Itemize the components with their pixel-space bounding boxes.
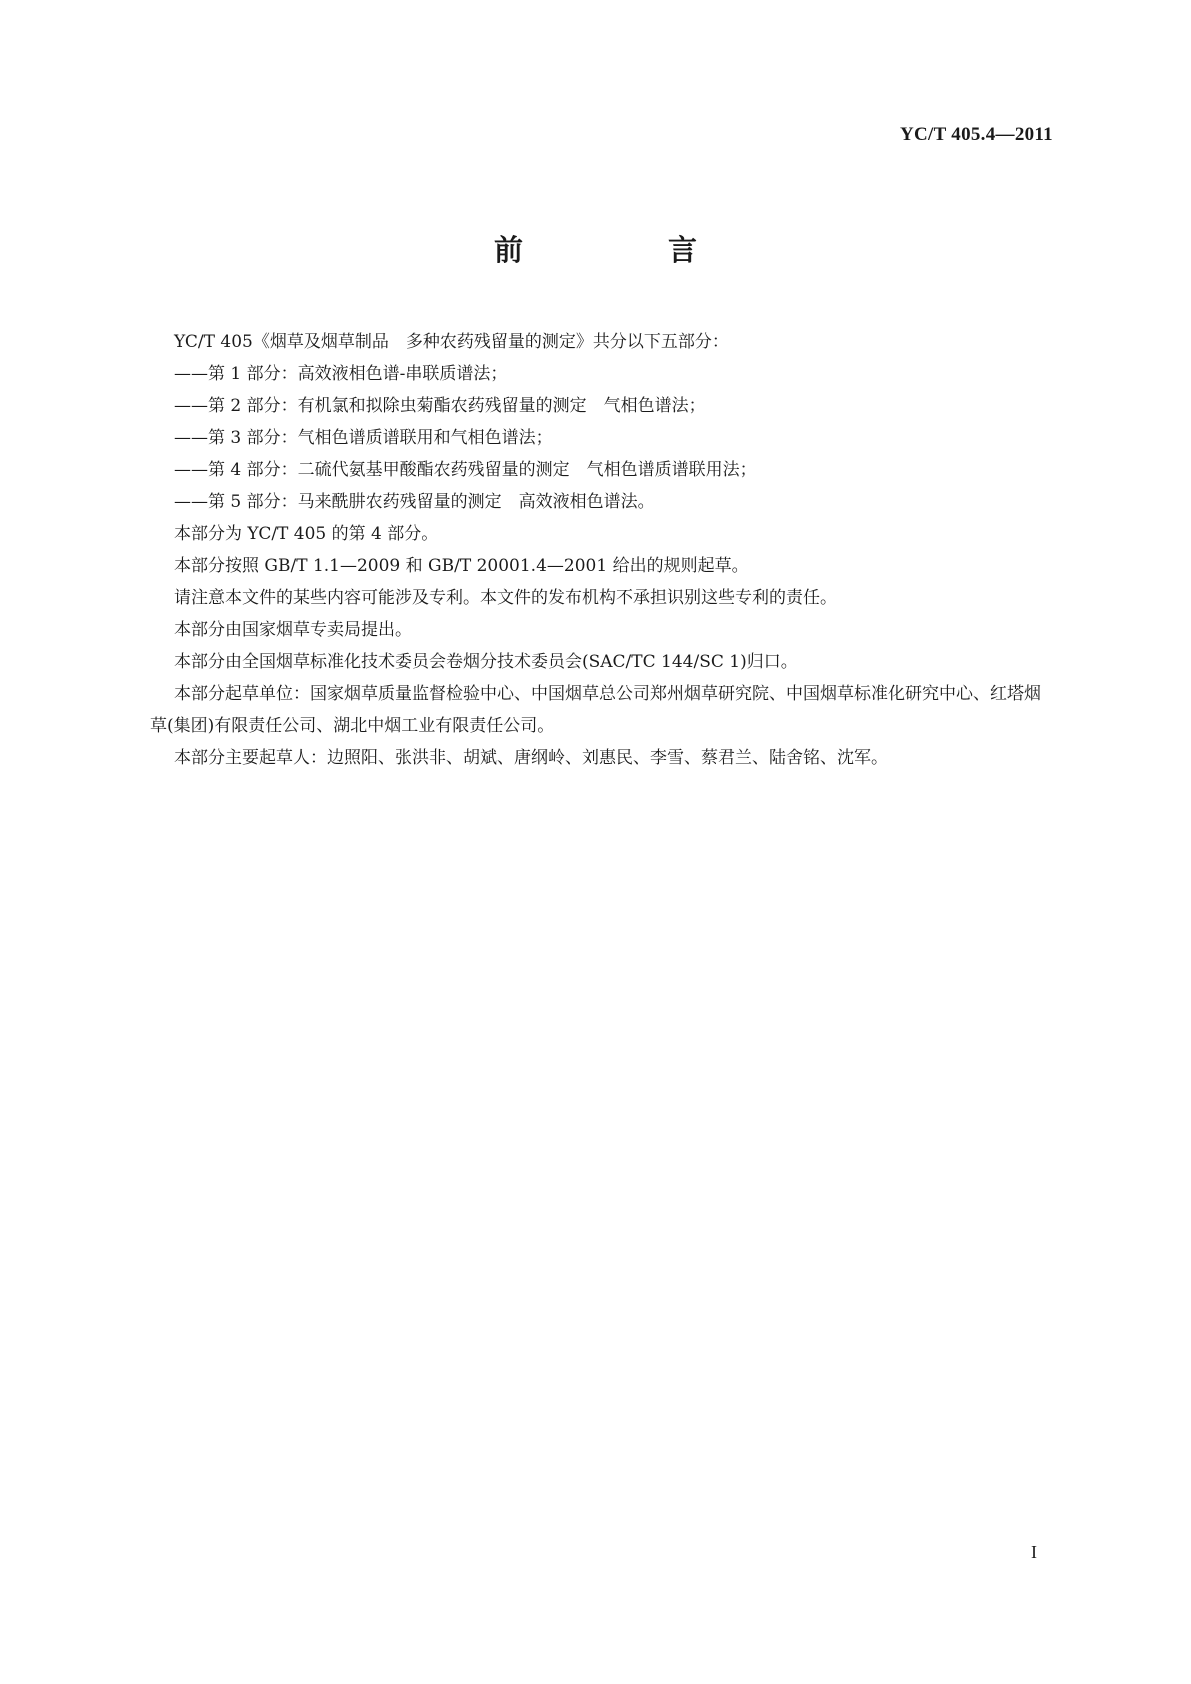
list-item-part-2: ——第 2 部分：有机氯和拟除虫菊酯农药残留量的测定 气相色谱法； (174, 396, 706, 416)
page-title: 前 言 (493, 233, 755, 267)
paragraph-drafting-rules: 本部分按照 GB/T 1.1—2009 和 GB/T 20001.4—2001 给出的规则起草。 (174, 556, 749, 576)
paragraph-patent-notice: 请注意本文件的某些内容可能涉及专利。本文件的发布机构不承担识别这些专利的责任。 (174, 588, 837, 608)
paragraph-drafters: 本部分主要起草人：边照阳、张洪非、胡斌、唐纲岭、刘惠民、李雪、蔡君兰、陆舍铭、沈军。 (174, 748, 888, 768)
paragraph-proposer: 本部分由国家烟草专卖局提出。 (174, 620, 412, 640)
standard-code: YC/T 405.4—2011 (899, 124, 1053, 145)
list-item-part-5: ——第 5 部分：马来酰肼农药残留量的测定 高效液相色谱法。 (174, 492, 655, 512)
list-item-part-4: ——第 4 部分：二硫代氨基甲酸酯农药残留量的测定 气相色谱质谱联用法； (174, 460, 757, 480)
foreword-body (150, 326, 1055, 774)
paragraph-part-statement: 本部分为 YC/T 405 的第 4 部分。 (174, 524, 439, 544)
list-item-part-1: ——第 1 部分：高效液相色谱-串联质谱法； (174, 364, 508, 384)
page-number: I (1031, 1542, 1037, 1562)
paragraph-technical-committee: 本部分由全国烟草标准化技术委员会卷烟分技术委员会(SAC/TC 144/SC 1)归口。 (174, 652, 798, 672)
paragraph-drafting-units: 本部分起草单位：国家烟草质量监督检验中心、中国烟草总公司郑州烟草研究院、中国烟草标准化研究中心、红塔烟草(集团)有限责任公司、湖北中烟工业有限责任公司。 (150, 684, 1041, 736)
paragraph-intro: YC/T 405《烟草及烟草制品 多种农药残留量的测定》共分以下五部分： (174, 332, 729, 352)
list-item-part-3: ——第 3 部分：气相色谱质谱联用和气相色谱法； (174, 428, 553, 448)
